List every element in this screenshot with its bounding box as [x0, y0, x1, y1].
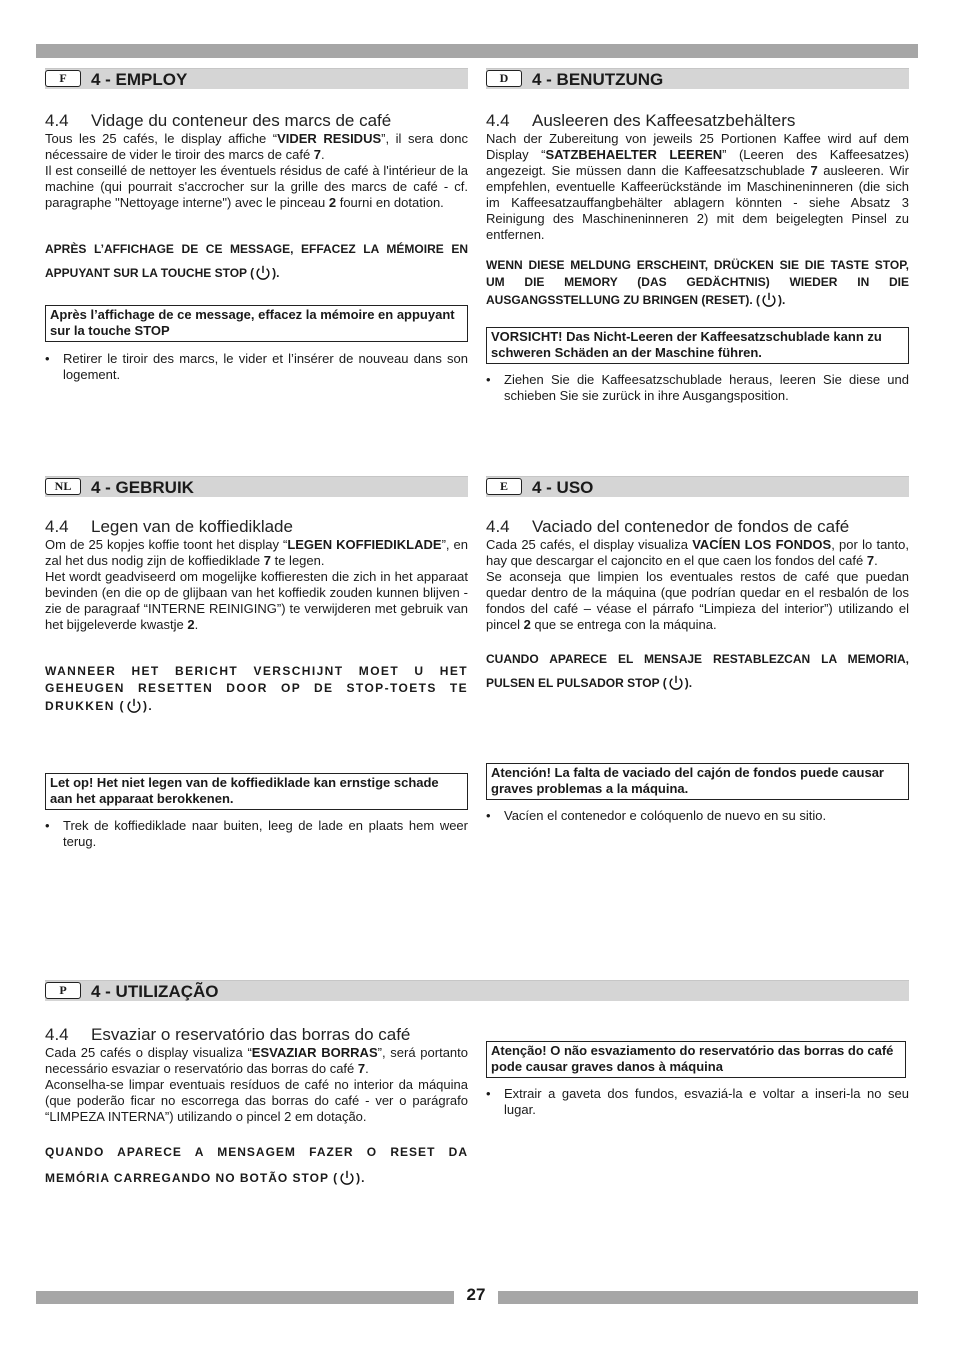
section-pt: [45, 980, 909, 1001]
reset-instruction: WENN DIESE MELDUNG ERSCHEINT, DRÜCKEN SIE DIE TASTE STOP, UM DIE MEMORY (DAS GEDÄCHTNIS) WIEDER IN DIE AUSGANGSSTELLUNG ZU BRINGEN (RESET). ( ).: [486, 258, 909, 307]
warning-box: Atenção! O não esvaziamento do reservatório das borras do café pode causar graves danos à máquina: [486, 1041, 906, 1078]
language-badge: NL: [45, 478, 81, 495]
list-item: • Extrair a gaveta dos fundos, esvaziá-la e voltar a inseri-la no seu lugar.: [486, 1086, 909, 1118]
list-item: • Trek de koffiediklade naar buiten, leeg de lade en plaats hem weer terug.: [45, 818, 468, 850]
section-header: [486, 476, 909, 497]
language-badge: F: [45, 70, 81, 87]
section-header: [45, 68, 468, 89]
warning-box: Let op! Het niet legen van de koffiediklade kan ernstige schade aan het apparaat berokkenen.: [45, 773, 468, 810]
paragraph-1: Nach der Zubereitung von jeweils 25 Portionen Kaffee wird auf dem Display “SATZBEHAELTER LEEREN” (Leeren des Kaffeesatzes) angezeigt. Sie müssen dann die Kaffeesatzschublade 7 ausleeren. Wir empfehlen, eventuelle Kaffeerückstände im Maschineninneren (die sich im Kaffeesatzauffangbehälter ablagern könnten - siehe Absatz 3 Reinigung des Maschineninneren 2) mit dem beigelegten Pinsel zu entfernen.: [486, 131, 910, 242]
section-header: [45, 476, 468, 497]
section-de: [486, 68, 909, 404]
paragraph-1: Cada 25 cafés o display visualiza “ESVAZIAR BORRAS”, será portanto necessário esvaziar o reservatório das borras do café 7.: [45, 1045, 468, 1076]
language-badge: P: [45, 982, 81, 999]
reset-instruction: WANNEER HET BERICHT VERSCHIJNT MOET U HET GEHEUGEN RESETTEN DOOR OP DE STOP-TOETS TE DRUKKEN ( ).: [45, 664, 468, 713]
power-stop-icon: [125, 697, 143, 715]
bullet-list: [45, 351, 468, 383]
section-title: 4 - GEBRUIK: [91, 478, 194, 497]
top-divider-bar: [36, 44, 918, 58]
subsection-title: 4.4 Ausleeren des Kaffeesatzbehälters: [486, 111, 796, 130]
bullet-list: [45, 818, 468, 850]
subsection-title: 4.4 Esvaziar o reservatório das borras do café: [45, 1025, 411, 1044]
bullet-list: [486, 1086, 909, 1118]
reset-instruction: CUANDO APARECE EL MENSAJE RESTABLEZCAN LA MEMORIA, PULSEN EL PULSADOR STOP ( ).: [486, 652, 909, 690]
section-title: 4 - BENUTZUNG: [532, 70, 664, 89]
language-badge: E: [486, 478, 522, 495]
section-nl: [45, 476, 468, 850]
paragraph-1: Cada 25 cafés, el display visualiza VACÍEN LOS FONDOS, por lo tanto, hay que descargar el cajoncito en el que caen los fondos del café 7.: [486, 537, 909, 568]
paragraph-2: Il est conseillé de nettoyer les éventuels résidus de café à l'intérieur de la machine (qui pourrait s'accrocher sur la grille des marcs de café - cf. paragraphe "Nettoyage interne") avec le pinceau 2 fourni en dotation.: [45, 163, 468, 210]
power-stop-icon: [760, 291, 778, 309]
language-badge: D: [486, 70, 522, 87]
section-title: 4 - EMPLOY: [91, 70, 188, 89]
power-stop-icon: [667, 674, 685, 692]
paragraph-1: Tous les 25 cafés, le display affiche “VIDER RESIDUS”, il sera donc nécessaire de vider le tiroir des marcs de café 7.: [45, 131, 468, 162]
power-stop-icon: [254, 264, 272, 282]
page-number: 27: [466, 1285, 486, 1304]
paragraph-2: Se aconseja que limpien los eventuales restos de café que puedan quedar dentro de la máquina (que podrían quedar en el resbalón de los fondos del café – véase el párrafo “Limpieza del interior”) utilizando el pincel 2 que se entrega con la máquina.: [486, 569, 909, 632]
section-es: [486, 476, 909, 824]
warning-box: Après l’affichage de ce message, effacez la mémoire en appuyant sur la touche STOP: [45, 305, 468, 342]
bullet-list: [486, 372, 909, 404]
section-pt-left: [45, 1005, 468, 1191]
paragraph-2: Het wordt geadviseerd om mogelijke koffieresten die zich in het apparaat bevinden (en die op de glijbaan van het koffiedik zouden kunnen blijven - zie de paragraaf “INTERNE REINIGING”) te verwijderen met gebruik van het bijgeleverde kwastje 2.: [45, 569, 468, 632]
section-header: [486, 68, 909, 89]
section-title: 4 - USO: [532, 478, 594, 497]
bullet-list: [486, 808, 909, 824]
paragraph-1: Om de 25 kopjes koffie toont het display “LEGEN KOFFIEDIKLADE”, en zal het dus nodig zijn de koffiediklade 7 te legen.: [45, 537, 469, 568]
reset-instruction: QUANDO APARECE A MENSAGEM FAZER O RESET DA MEMÓRIA CARREGANDO NO BOTÃO STOP ( ).: [45, 1145, 468, 1185]
section-fr: [45, 68, 468, 383]
subsection-title: 4.4 Vaciado del contenedor de fondos de café: [486, 517, 850, 536]
paragraph-2: Aconselha-se limpar eventuais resíduos de café no interior da máquina (que poderão ficar no escorrega das borras do café - ver o parágrafo “LIMPEZA INTERNA”) utilizando o pincel 2 em dotação.: [45, 1077, 468, 1124]
section-pt-right: [486, 1041, 909, 1118]
warning-box: VORSICHT! Das Nicht-Leeren der Kaffeesatzschublade kann zu schweren Schäden an der Maschine führen.: [486, 327, 909, 364]
list-item: • Vacíen el contenedor e colóquenlo de nuevo en su sitio.: [486, 808, 909, 824]
power-stop-icon: [338, 1169, 356, 1187]
list-item: • Ziehen Sie die Kaffeesatzschublade heraus, leeren Sie diese und schieben Sie sie zurück in ihre Ausgangsposition.: [486, 372, 909, 404]
section-title: 4 - UTILIZAÇÃO: [91, 982, 219, 1001]
section-header: [45, 980, 909, 1001]
subsection-title: 4.4 Legen van de koffiediklade: [45, 517, 293, 536]
subsection-title: 4.4 Vidage du conteneur des marcs de café: [45, 111, 392, 130]
reset-instruction: APRÈS L’AFFICHAGE DE CE MESSAGE, EFFACEZ LA MÉMOIRE EN APPUYANT SUR LA TOUCHE STOP ( ).: [45, 242, 468, 280]
list-item: • Retirer le tiroir des marcs, le vider et l’insérer de nouveau dans son logement.: [45, 351, 468, 383]
warning-box: Atención! La falta de vaciado del cajón de fondos puede causar graves problemas a la máquina.: [486, 763, 909, 800]
bottom-divider-bar-left: [36, 1291, 454, 1304]
bottom-divider-bar-right: [498, 1291, 918, 1304]
